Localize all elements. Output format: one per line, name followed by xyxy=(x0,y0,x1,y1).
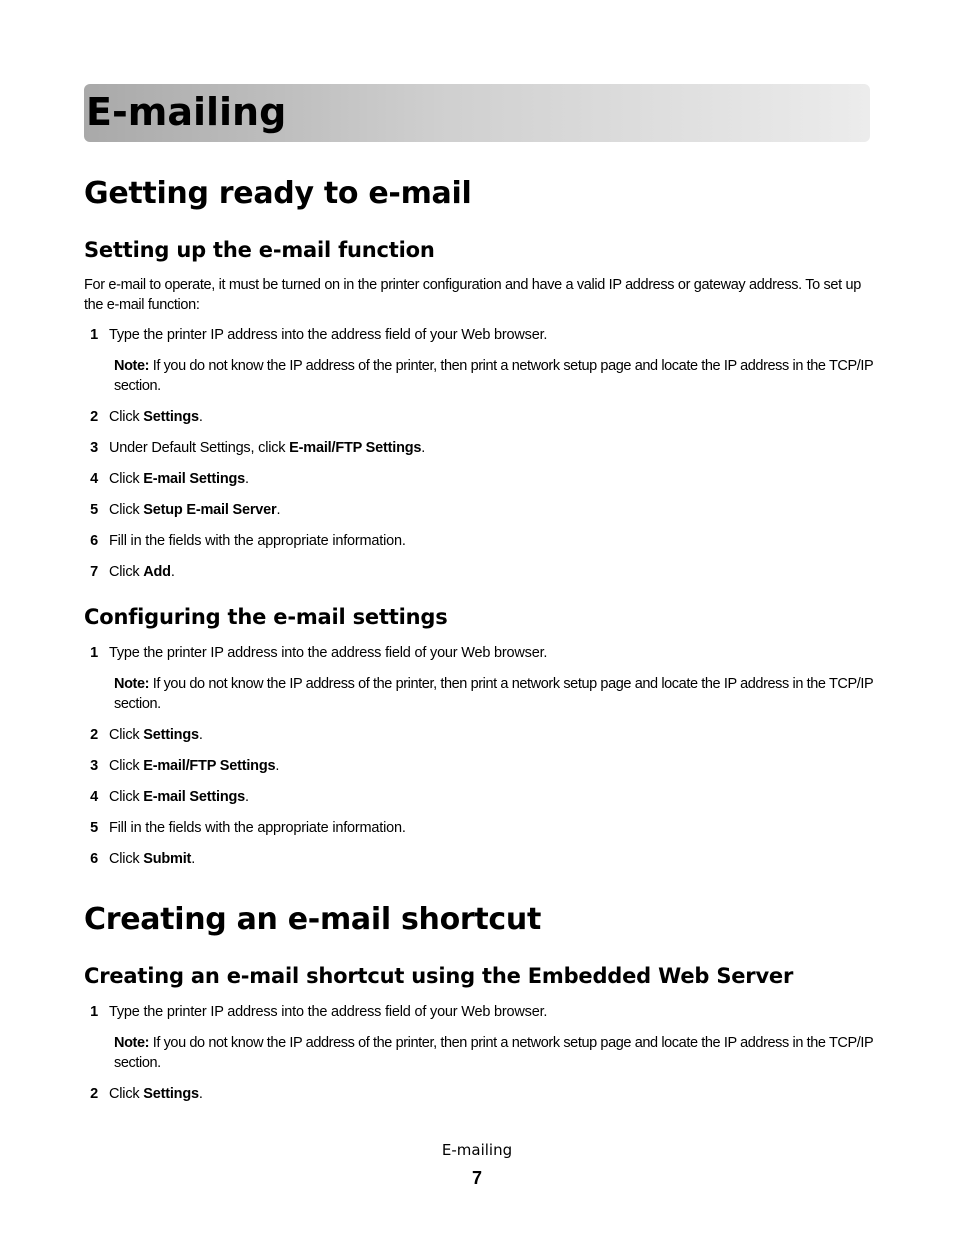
step-item xyxy=(84,643,874,663)
step-number: 3 xyxy=(90,758,98,774)
footer-chapter-label: E-mailing xyxy=(441,1141,513,1159)
ui-label-settings: Settings xyxy=(143,1086,199,1102)
intro-paragraph: For e-mail to operate, it must be turned on in the printer configuration and have a valid IP address or gateway address. To set up the e-mail function: xyxy=(84,277,861,313)
step-number: 5 xyxy=(90,502,98,518)
step-item xyxy=(84,407,874,427)
ui-label-email-ftp-settings: E-mail/FTP Settings xyxy=(289,440,422,456)
step-text: Under Default Settings, click E-mail/FTP Settings. xyxy=(109,440,426,456)
step-number: 1 xyxy=(90,327,98,343)
step-text: Click Settings. xyxy=(109,1086,203,1102)
step-item xyxy=(84,725,874,745)
note-text: If you do not know the IP address of the printer, then print a network setup page and locate the IP address in the TCP/IP section. xyxy=(114,358,874,394)
ui-label-settings: Settings xyxy=(143,727,199,743)
ui-label-email-settings: E-mail Settings xyxy=(143,471,245,487)
step-number: 7 xyxy=(90,564,98,580)
note xyxy=(114,1033,874,1073)
ui-label-email-settings: E-mail Settings xyxy=(143,789,245,805)
ui-label-setup-email-server: Setup E-mail Server xyxy=(143,502,277,518)
step-number: 2 xyxy=(90,409,98,425)
step-text: Type the printer IP address into the address field of your Web browser. xyxy=(109,327,548,343)
step-number: 6 xyxy=(90,533,98,549)
ui-label-submit: Submit xyxy=(143,851,192,867)
step-text: Click Settings. xyxy=(109,727,203,743)
step-item xyxy=(84,756,874,776)
step-number: 4 xyxy=(90,789,98,805)
ui-label-add: Add xyxy=(143,564,171,580)
step-item xyxy=(84,438,874,458)
step-text: Click E-mail Settings. xyxy=(109,789,249,805)
ui-label-email-ftp-settings: E-mail/FTP Settings xyxy=(143,758,276,774)
step-text: Click Add. xyxy=(109,564,175,580)
step-text: Type the printer IP address into the address field of your Web browser. xyxy=(109,645,548,661)
page-number: 7 xyxy=(471,1168,482,1188)
step-number: 1 xyxy=(90,1004,98,1020)
note-text: If you do not know the IP address of the printer, then print a network setup page and locate the IP address in the TCP/IP section. xyxy=(114,676,874,712)
note-label: Note: xyxy=(114,676,150,692)
step-number: 1 xyxy=(90,645,98,661)
note-text: If you do not know the IP address of the printer, then print a network setup page and locate the IP address in the TCP/IP section. xyxy=(114,1035,874,1071)
step-item xyxy=(84,562,874,582)
note-label: Note: xyxy=(114,1035,150,1051)
step-text: Fill in the fields with the appropriate information. xyxy=(109,533,406,549)
step-item xyxy=(84,469,874,489)
note-label: Note: xyxy=(114,358,150,374)
step-number: 5 xyxy=(90,820,98,836)
note xyxy=(114,356,874,396)
step-number: 3 xyxy=(90,440,98,456)
chapter-title: E-mailing xyxy=(86,90,287,134)
step-text: Click Submit. xyxy=(109,851,196,867)
step-text: Click E-mail/FTP Settings. xyxy=(109,758,280,774)
step-number: 2 xyxy=(90,1086,98,1102)
step-item xyxy=(84,787,874,807)
step-item xyxy=(84,818,874,838)
step-item xyxy=(84,325,874,345)
note xyxy=(114,674,874,714)
step-item xyxy=(84,849,874,869)
subsection-title-embedded-web-server: Creating an e-mail shortcut using the Embedded Web Server xyxy=(84,964,794,988)
ui-label-settings: Settings xyxy=(143,409,199,425)
step-text: Click E-mail Settings. xyxy=(109,471,249,487)
step-text: Type the printer IP address into the address field of your Web browser. xyxy=(109,1004,548,1020)
step-text: Click Setup E-mail Server. xyxy=(109,502,281,518)
step-text: Fill in the fields with the appropriate information. xyxy=(109,820,406,836)
section-title-creating-shortcut: Creating an e-mail shortcut xyxy=(84,902,542,937)
step-item xyxy=(84,500,874,520)
section-title-getting-ready: Getting ready to e-mail xyxy=(84,176,472,211)
step-item xyxy=(84,531,874,551)
step-item xyxy=(84,1002,874,1022)
subsection-title-setting-up: Setting up the e-mail function xyxy=(84,238,435,262)
step-number: 6 xyxy=(90,851,98,867)
step-text: Click Settings. xyxy=(109,409,203,425)
step-number: 4 xyxy=(90,471,98,487)
step-item xyxy=(84,1084,874,1104)
step-number: 2 xyxy=(90,727,98,743)
subsection-title-configuring: Configuring the e-mail settings xyxy=(84,605,448,629)
